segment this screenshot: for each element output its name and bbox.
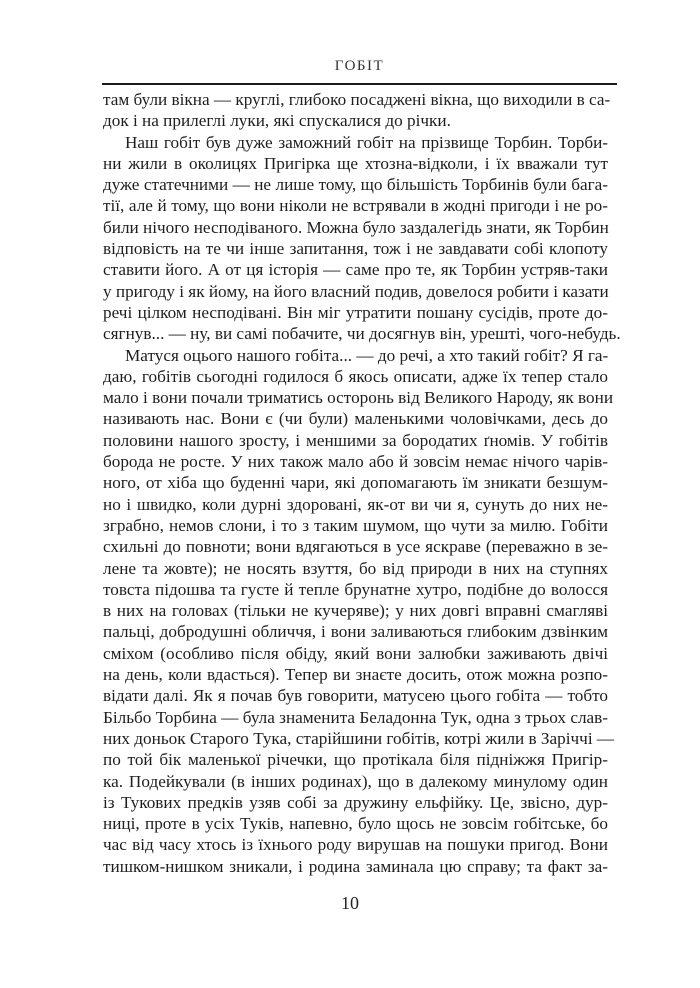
header-rule	[102, 83, 617, 85]
text-line: ни жили в околицях Пригірка ще хтозна-відколи, і їх вважали тут	[103, 153, 608, 173]
text-line: лене та жовте); не носять взуття, бо від природи в них на ступнях	[103, 558, 608, 578]
text-line: схильні до повноти; вони вдягаються в усе яскраве (переважно в зе-	[103, 537, 608, 557]
text-line: Матуся оцього нашого гобіта... — до речі, а хто такий гобіт? Я га-	[125, 345, 609, 365]
text-line: но і швидко, коли дурні здоровані, як-от ви чи я, сунуть до них не-	[103, 494, 608, 514]
text-line: відати далі. Як я почав був говорити, матусею цього гобіта — тобто	[103, 686, 608, 706]
text-line: тії, але й тому, що вони ніколи не встрявали в жодні пригоди і не ро-	[103, 196, 608, 216]
text-line: у пригоду і як йому, на його власний подив, довелося робити і казати	[103, 281, 609, 301]
body-text	[103, 89, 621, 877]
text-line: пальці, добродушні обличчя, і вони заливаються глибоким дзвінким	[103, 622, 608, 642]
text-line: відповість на те чи інше запитання, тож і не завдавати собі клопоту	[103, 239, 608, 259]
text-line: Більбо Торбина — була знаменита Беладонна Тук, одна з трьох слав-	[103, 707, 608, 727]
text-line: товста підошва та густе й тепле брунатне хутро, подібне до волосся	[103, 579, 608, 599]
text-line: ставити його. А от ця історія — саме про те, як Торбин устряв-таки	[103, 260, 608, 280]
text-line: по той бік маленької річечки, що протікала біля підніжжя Пригір-	[103, 750, 608, 770]
text-line: даю, гобітів сьогодні годилося б якось описати, адже їх тепер стало	[103, 366, 608, 386]
text-line: зграбно, немов слони, і то з таким шумом, що чути за милю. Гобіти	[103, 515, 608, 535]
text-line: били нічого несподіваного. Можна було заздалегідь знати, як Торбин	[103, 217, 609, 237]
text-line: там були вікна — круглі, глибоко посаджені вікна, що виходили в са-	[103, 90, 611, 109]
text-line: ниці, проте в усіх Туків, напевно, було щось не зовсім гобітське, бо	[103, 814, 608, 834]
text-line: на день, коли вдасться). Тепер ви знаєте досить, отож можна розпо-	[103, 665, 608, 685]
text-line: ного, от хіба що буденні чари, які допомагають їм зникати безшум-	[103, 473, 608, 493]
text-line: речі цілком несподівані. Він міг утратити пошану сусідів, проте до-	[103, 302, 608, 322]
page-number: 10	[341, 893, 359, 913]
text-line: сягнув... — ну, ви самі побачите, чи досягнув він, урешті, чого-небудь.	[103, 324, 621, 344]
text-line: борода не росте. У них також мало або й зовсім немає нічого чарів-	[103, 452, 608, 472]
text-line: сміхом (особливо після обіду, який вони залюбки заживають двічі	[103, 643, 608, 663]
text-line: мало і вони почали триматись осторонь від Великого Народу, як вони	[103, 388, 614, 408]
text-line: ка. Подейкували (в інших родинах), що в далекому минулому один	[103, 771, 608, 791]
text-line: із Тукових предків узяв собі за дружину ельфійку. Це, звісно, дур-	[103, 792, 608, 812]
running-head-title: ГОБІТ	[334, 58, 385, 74]
text-line: них доньок Старого Тука, старійшини гобітів, котрі жили в Заріччі —	[103, 728, 615, 748]
text-line: називають нас. Вони є (чи були) маленькими чоловічками, десь до	[103, 409, 608, 429]
text-line: час від часу хтось із їхнього роду вирушав на пошуки пригод. Вони	[103, 835, 608, 855]
text-line: док і на прилеглі луки, які спускалися до річки.	[103, 111, 451, 131]
text-line: дуже статечними — не лише тому, що більшість Торбинів були бага-	[103, 175, 608, 195]
text-line: Наш гобіт був дуже заможний гобіт на прізвище Торбин. Торби-	[125, 132, 608, 152]
text-line: тишком-нишком зникали, і родина заминала цю справу; та факт за-	[103, 856, 608, 876]
text-line: половини нашого зросту, і меншими за бородатих ґномів. У гобітів	[103, 430, 608, 450]
text-line: в них на головах (тільки не кучеряве); у них довгі вправні смагляві	[103, 601, 608, 621]
